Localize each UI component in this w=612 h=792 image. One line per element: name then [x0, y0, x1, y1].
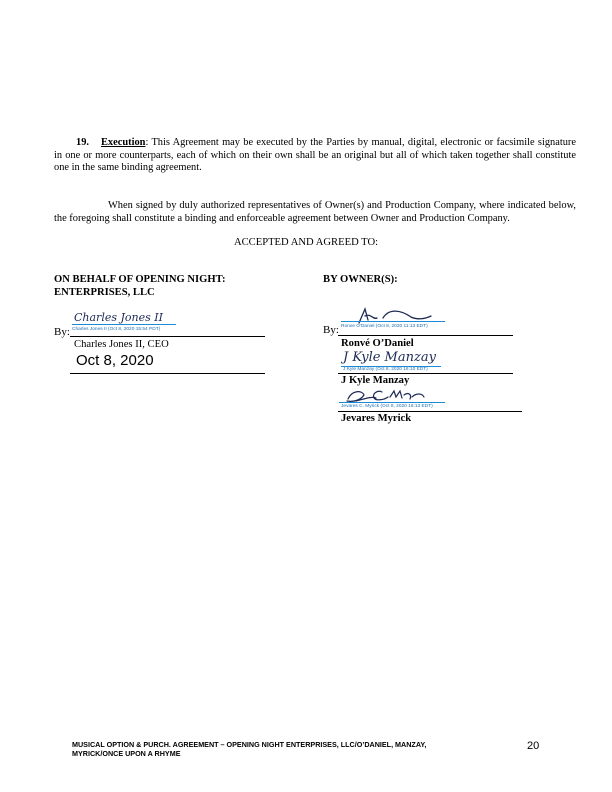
right-by-label: By:: [323, 324, 339, 336]
right-signature-1-image: [355, 306, 445, 326]
section-heading: Execution: [101, 137, 146, 148]
section-body: : This Agreement may be executed by the Parties by manual, digital, electronic or facsimile signature in one or more counterparts, each of which on their own shall be an original but all of which taken together shall constitute one in the same binding agreement.: [54, 137, 576, 174]
page-footer: [72, 740, 492, 758]
left-signature-stamp: Charles Jones II (Oct 8, 2020 15:54 PDT): [72, 327, 161, 332]
left-signature-date: Oct 8, 2020: [76, 352, 154, 369]
page-number: 20: [527, 740, 540, 752]
right-signature-3-stamp: Jevares C. Myrick (Oct 8, 2020 16:13 EDT): [341, 404, 433, 409]
accepted-heading: ACCEPTED AND AGREED TO:: [233, 237, 379, 248]
footer-line-2: MYRICK/ONCE UPON A RHYME: [72, 749, 181, 758]
left-date-line: [70, 373, 265, 374]
right-signer-2-name: J Kyle Manzay: [341, 375, 410, 386]
right-signature-2-stamp: J Kyle Manzay (Oct 8, 2020 16:10 EDT): [343, 367, 428, 372]
right-signature-3-docusign-line: [339, 402, 445, 403]
right-signer-1-name: Ronvé O’Daniel: [341, 338, 414, 349]
right-signer-3-name: Jevares Myrick: [341, 413, 412, 424]
footer-line-1: MUSICAL OPTION & PURCH. AGREEMENT – OPENING NIGHT ENTERPRISES, LLC/O’DANIEL, MANZAY,: [72, 740, 427, 749]
right-signature-2-image: J Kyle Manzay: [343, 350, 436, 365]
left-signer-name-title: Charles Jones II, CEO: [74, 339, 169, 350]
right-signature-3-line: [338, 411, 522, 412]
closing-paragraph-text: When signed by duly authorized representatives of Owner(s) and Production Company, where indicated below, the foregoing shall constitute a binding and enforceable agreement between Owner and Production Company.: [54, 200, 576, 224]
left-party-heading: [54, 273, 225, 299]
left-signature-image: Charles Jones II: [74, 311, 163, 324]
left-party-heading-line1: ON BEHALF OF OPENING NIGHT:: [54, 274, 226, 285]
right-signature-1-docusign-line: [341, 321, 445, 322]
closing-paragraph: [54, 200, 576, 225]
right-signature-2-line: [338, 373, 513, 374]
left-by-label: By:: [54, 326, 70, 338]
right-party-heading: BY OWNER(S):: [323, 274, 398, 285]
right-signature-1-stamp: Ronve O'Daniel (Oct 8, 2020 11:13 EDT): [341, 324, 428, 329]
left-party-heading-line2: ENTERPRISES, LLC: [54, 287, 155, 298]
right-signature-1-line: [338, 335, 513, 336]
section-number: 19.: [76, 137, 89, 148]
left-signature-line: [70, 336, 265, 337]
left-signature-docusign-line: [72, 324, 176, 325]
section-19-paragraph: [54, 137, 576, 175]
